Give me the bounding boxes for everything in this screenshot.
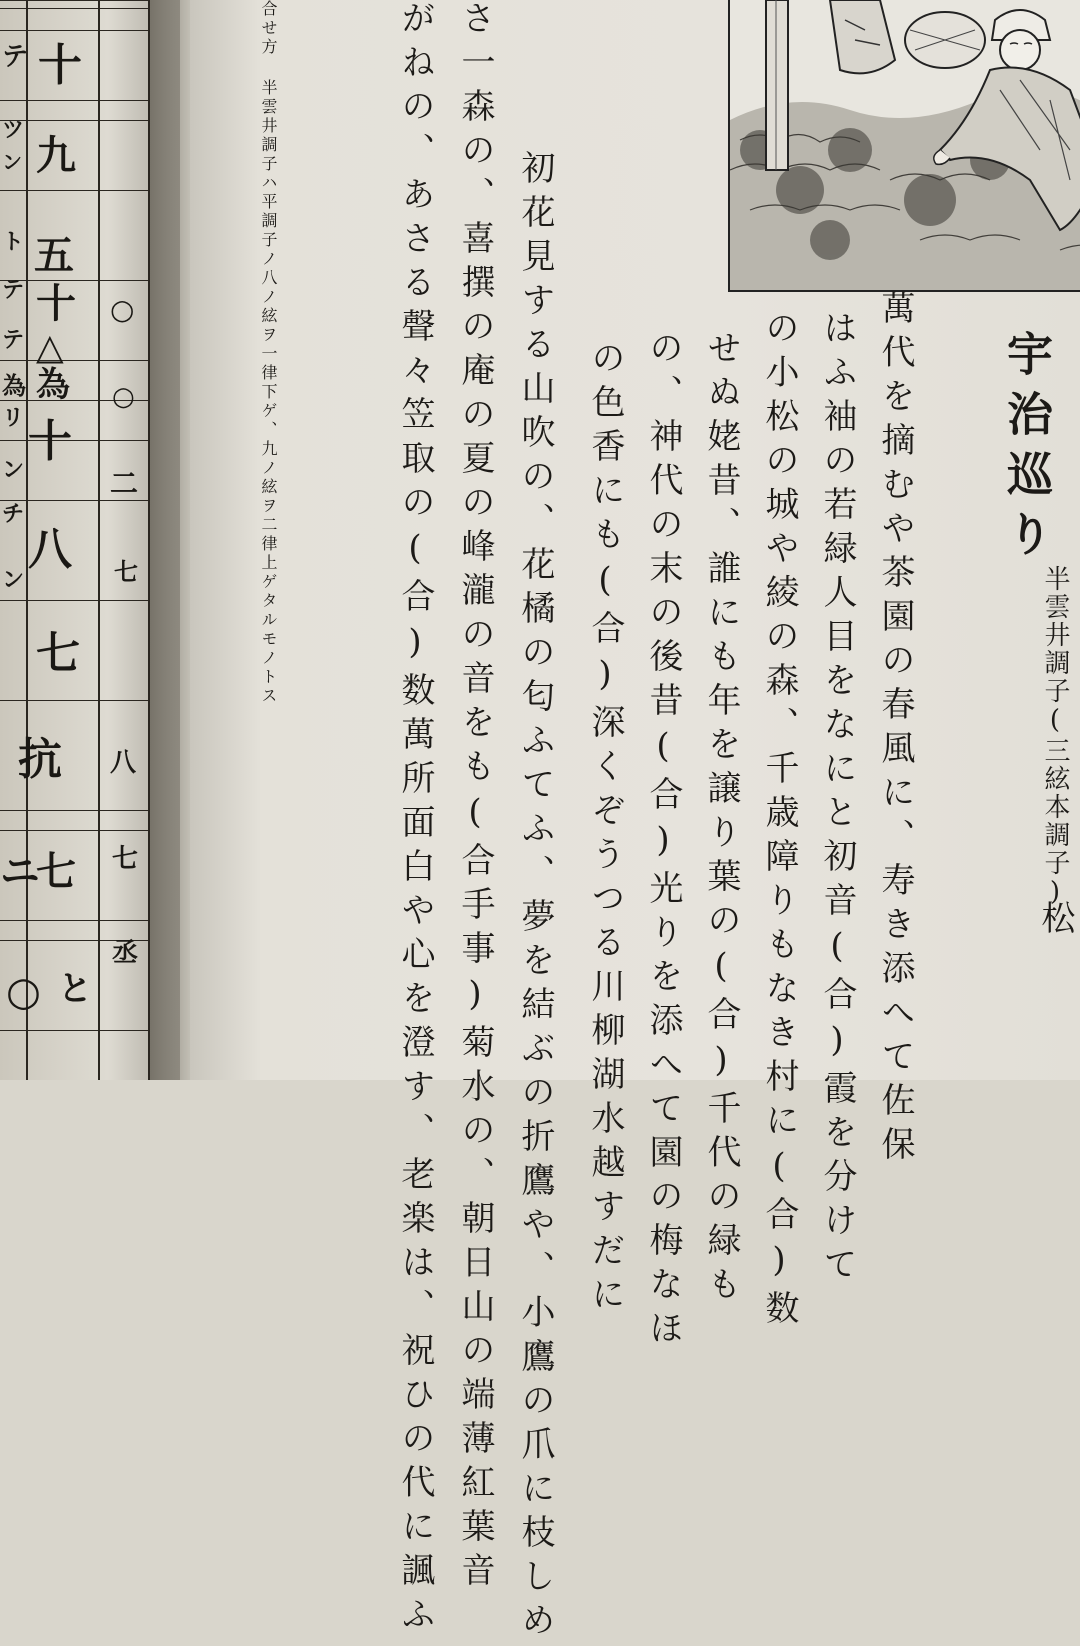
notation-symbol: テ <box>2 328 25 353</box>
notation-symbol: 為 <box>36 365 70 405</box>
lyrics-line: の、神代の末の後昔(合)光りを添へて園の梅なほ <box>643 330 683 1354</box>
notation-symbol: と <box>58 969 92 1009</box>
notation-grid-row-line <box>0 500 150 501</box>
notation-symbol: 七 <box>114 558 138 586</box>
notation-symbol: 十 <box>28 416 72 467</box>
notation-symbol: ニ <box>0 849 40 895</box>
notation-symbol: ト <box>2 230 25 255</box>
notation-grid-row-line <box>0 190 150 191</box>
notation-symbol: △ <box>36 327 64 368</box>
tuning-note: 合せ方 半雲井調子ハ平調子ノ八ノ絃ヲ一律下ゲ、九ノ絃ヲ二律上ゲタルモノトス <box>259 0 278 706</box>
notation-symbol: リ <box>2 406 25 431</box>
notation-grid-row-line <box>0 360 150 361</box>
lyrics-line: がねの、あさる聲々笠取の(合)数萬所面白や心を澄す、老楽は、祝ひの代に諷ふ <box>395 0 435 1640</box>
tea-picking-illustration <box>728 0 1080 292</box>
notation-grid-row-line <box>0 100 150 101</box>
notation-symbol: ン <box>2 150 22 174</box>
edge-text: 松 <box>1035 900 1075 944</box>
notation-symbol: 二 <box>110 467 139 500</box>
notation-grid-row-line <box>0 0 150 1</box>
notation-symbol: 七 <box>36 849 76 895</box>
lyrics-line: せぬ姥昔、誰にも年を譲り葉の(合)千代の緑も <box>701 330 741 1310</box>
notation-grid-row-line <box>0 440 150 441</box>
notation-symbol: 五 <box>34 233 74 279</box>
lyrics-line: 萬代を摘むや茶園の春風に、寿き添へて佐保 <box>875 290 915 1170</box>
notation-symbol: テ <box>2 278 25 303</box>
notation-grid-row-line <box>0 8 150 9</box>
notation-symbol: ン <box>2 568 25 593</box>
lyrics-line: 初花見する山吹の、花橘の匂ふてふ、夢を結ぶの折鷹や、小鷹の爪に枝しめ <box>515 150 555 1646</box>
notation-symbol: ○ <box>6 969 41 1015</box>
notation-symbol: ○ <box>110 293 135 326</box>
notation-grid-row-line <box>0 830 150 831</box>
notation-symbol: ン <box>2 458 25 483</box>
notation-symbol: ツ <box>2 118 25 143</box>
notation-grid-row-line <box>0 700 150 701</box>
notation-symbol: ○ <box>112 382 135 412</box>
illustration-drawing <box>730 0 1080 290</box>
notation-symbol: 十 <box>36 281 76 327</box>
notation-grid-column-line <box>98 0 100 1080</box>
right-page <box>190 0 1080 1646</box>
lyrics-line: さ一森の、喜撰の庵の夏の峰瀧の音をも(合手事)菊水の、朝日山の端薄紅葉音 <box>455 0 495 1596</box>
notation-symbol: テ <box>2 42 29 72</box>
notation-symbol: 丞 <box>112 938 139 968</box>
notation-symbol: 八 <box>28 524 72 575</box>
notation-grid-row-line <box>0 600 150 601</box>
notation-symbol: チ <box>2 502 25 527</box>
notation-symbol: 抗 <box>18 734 62 785</box>
notation-symbol: 八 <box>110 748 137 778</box>
song-subtitle: 半雲井調子(三絃本調子) <box>1040 565 1070 909</box>
notation-grid-row-line <box>0 810 150 811</box>
lyrics-line: の色香にも(合)深くぞうつる川柳湖水越すだに <box>585 340 625 1320</box>
lyrics-line: はふ袖の若緑人目をなにと初音(合)霞を分けて <box>817 310 857 1290</box>
song-title: 宇治巡り <box>1000 330 1054 570</box>
notation-symbol: 為 <box>2 372 26 400</box>
notation-grid-row-line <box>0 1030 150 1031</box>
notation-symbol: 十 <box>38 40 82 91</box>
notation-symbol: 七 <box>112 844 139 874</box>
notation-symbol: 九 <box>36 133 76 179</box>
notation-symbol: 七 <box>36 628 80 679</box>
notation-grid-row-line <box>0 30 150 31</box>
lyrics-line: の小松の城や綾の森、千歳障りもなき村に(合)数 <box>759 310 799 1334</box>
notation-grid-row-line <box>0 920 150 921</box>
